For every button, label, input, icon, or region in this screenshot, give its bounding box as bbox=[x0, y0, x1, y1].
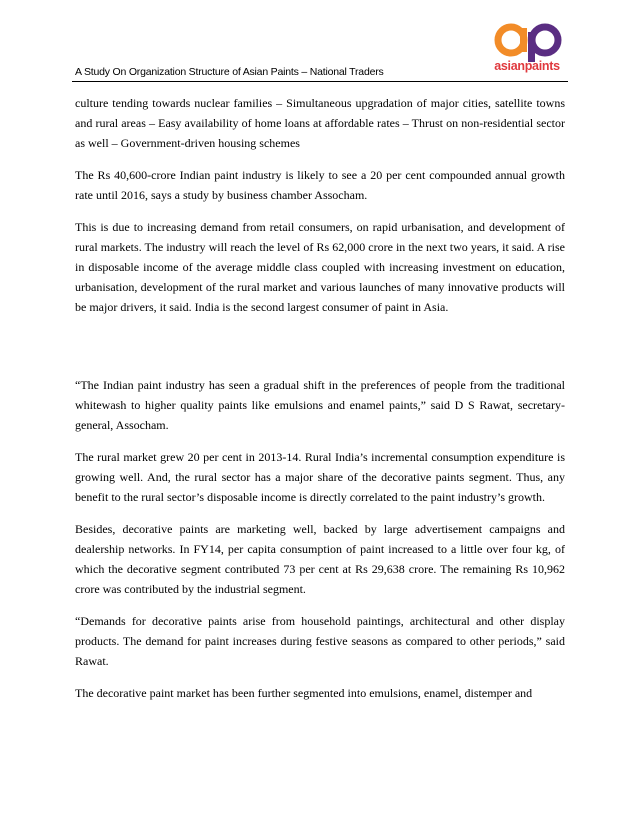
header-divider bbox=[72, 81, 568, 82]
paragraph-demand-quote: “Demands for decorative paints arise from household paintings, architectural and other display products. The demand for paint increases during festive seasons as compared to other periods,” said Rawat. bbox=[75, 614, 565, 668]
paragraph-housing-drivers: culture tending towards nuclear families – Simultaneous upgradation of major cities, satellite towns and rural areas – Easy availability of home loans at affordable rates – Thrust on non-residential sector as well – Government-driven housing schemes bbox=[75, 96, 565, 150]
asianpaints-logo bbox=[484, 18, 570, 78]
paragraph-segmentation: The decorative paint market has been further segmented into emulsions, enamel, distemper and bbox=[75, 686, 533, 700]
asianpaints-ap-logo-icon bbox=[484, 18, 570, 62]
paragraph-rural-market: The rural market grew 20 per cent in 2013-14. Rural India’s incremental consumption expenditure is growing well. And, the rural sector has a major share of the decorative paints segment. Thus, any benefit to the rural sector’s disposable income is directly correlated to the paint industry’s growth. bbox=[75, 450, 565, 504]
running-header-title: A Study On Organization Structure of Asian Paints – National Traders bbox=[75, 66, 384, 78]
body-text bbox=[75, 93, 565, 723]
paragraph-rawat-quote: “The Indian paint industry has seen a gradual shift in the preferences of people from the traditional whitewash to higher quality paints like emulsions and enamel paints,” said D S Rawat, secretary-general, Assocham. bbox=[75, 378, 565, 432]
paragraph-demand-drivers: This is due to increasing demand from retail consumers, on rapid urbanisation, and development of rural markets. The industry will reach the level of Rs 62,000 crore in the next two years, it said. A rise in disposable income of the average middle class coupled with increasing investment on education, urbanisation, development of the rural market and various launches of many innovative products will be major drivers, it said. India is the second largest consumer of paint in Asia. bbox=[75, 220, 565, 314]
paragraph-growth-rate: The Rs 40,600-crore Indian paint industry is likely to see a 20 per cent compounded annual growth rate until 2016, says a study by business chamber Assocham. bbox=[75, 168, 565, 202]
logo-wordmark: asianpaints bbox=[494, 59, 560, 73]
paragraph-decorative-paints: Besides, decorative paints are marketing well, backed by large advertisement campaigns and dealership networks. In FY14, per capita consumption of paint increased to a little over four kg, of which the decorative segment contributed 73 per cent at Rs 29,638 crore. The remaining Rs 10,962 crore was contributed by the industrial segment. bbox=[75, 522, 565, 596]
